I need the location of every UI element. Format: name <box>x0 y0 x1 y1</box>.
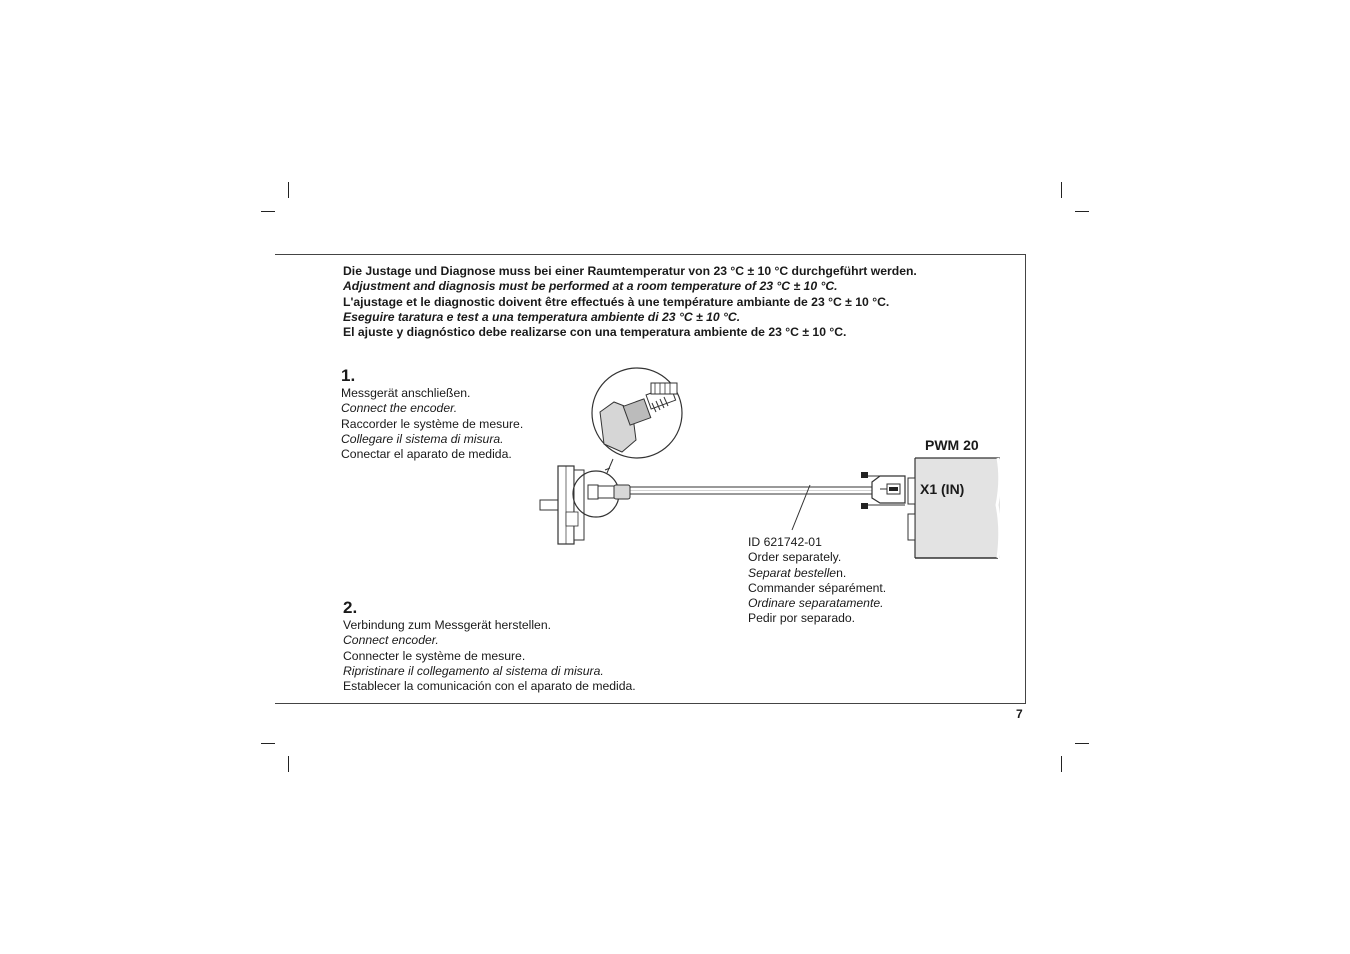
notice-es: El ajuste y diagnóstico debe realizarse con una temperatura ambiente de 23 °C ± 10 °C. <box>343 325 847 340</box>
page-number: 7 <box>1016 707 1023 721</box>
step-1-it: Collegare il sistema di misura. <box>341 431 504 446</box>
cable-order-fr: Commander séparément. <box>748 580 887 595</box>
cable-id: ID 621742-01 <box>748 535 822 549</box>
step-2-fr: Connecter le système de mesure. <box>343 648 526 663</box>
cable-order-it: Ordinare separatamente. <box>748 596 884 611</box>
notice-en: Adjustment and diagnosis must be performed at a room temperature of 23 °C ± 10 °C. <box>343 279 838 294</box>
step-1-es: Conectar el aparato de medida. <box>341 447 512 462</box>
step-1-fr: Raccorder le système de mesure. <box>341 416 524 431</box>
step-1-de: Messgerät anschließen. <box>341 386 471 400</box>
pwm20-device <box>908 458 1000 558</box>
cable-order-de <box>748 566 886 581</box>
step-2-number: 2. <box>343 598 358 617</box>
step-1-number: 1. <box>341 366 356 385</box>
cable-order-en: Order separately. <box>748 550 842 565</box>
encoder-cable <box>630 485 875 530</box>
device-name-label: PWM 20 <box>925 437 979 453</box>
notice-it: Eseguire taratura e test a una temperatura ambiente di 23 °C ± 10 °C. <box>343 309 741 324</box>
cable-order-de-tail: n. <box>836 565 847 580</box>
notice-de: Die Justage und Diagnose muss bei einer Raumtemperatur von 23 °C ± 10 °C durchgeführt werden. <box>343 264 917 278</box>
step-2-it: Ripristinare il collegamento al sistema di misura. <box>343 663 604 678</box>
step-2-es: Establecer la comunicación con el aparato de medida. <box>343 679 636 694</box>
encoder-unit <box>540 459 630 544</box>
port-label: X1 (IN) <box>920 481 965 497</box>
step-2-en: Connect encoder. <box>343 633 439 648</box>
notice-fr: L'ajustage et le diagnostic doivent être effectués à une température ambiante de 23 °C ± 10 °C. <box>343 294 890 309</box>
step-1-en: Connect the encoder. <box>341 401 458 416</box>
step-2-de: Verbindung zum Messgerät herstellen. <box>343 618 551 632</box>
connector-detail-magnified <box>592 368 682 458</box>
cable-order-es: Pedir por separado. <box>748 611 856 626</box>
cable-id-block <box>748 535 886 627</box>
cable-order-de-italic: Separat bestelle <box>748 565 837 580</box>
